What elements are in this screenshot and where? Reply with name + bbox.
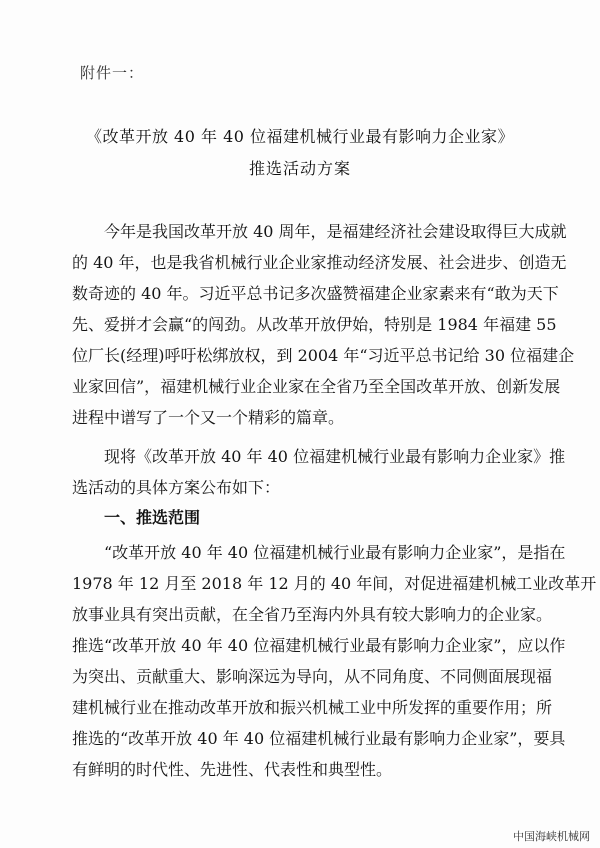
- text-line: 现将《改革开放 40 年 40 位福建机械行业最有影响力企业家》推: [104, 447, 566, 466]
- text-line: 位厂长(经理)呼吁松绑放权，到 2004 年“习近平总书记给 30 位福建企: [72, 346, 575, 365]
- text-line: 业家回信”，福建机械行业企业家在全省乃至全国改革开放、创新发展: [72, 377, 561, 396]
- text-line: 有鲜明的时代性、先进性、代表性和典型性。: [72, 760, 393, 779]
- attachment-label: 附件一：: [80, 64, 145, 82]
- text-line: 推选“改革开放 40 年 40 位福建机械行业最有影响力企业家”，应以作: [72, 636, 566, 655]
- text-line: 数奇迹的 40 年。习近平总书记多次盛赞福建企业家素来有“敢为天下: [72, 284, 559, 303]
- paragraph-intro: [72, 216, 575, 433]
- text-line: 的 40 年，也是我省机械行业企业家推动经济发展、社会进步、创造无: [72, 253, 567, 272]
- text-line: 进程中谱写了一个又一个精彩的篇章。: [72, 408, 345, 427]
- text-line: 1978 年 12 月至 2018 年 12 月的 40 年间，对促进福建机械工业改革开: [72, 574, 597, 593]
- text-line: “改革开放 40 年 40 位福建机械行业最有影响力企业家”，是指在: [104, 543, 566, 562]
- text-line: 选活动的具体方案公布如下：: [72, 478, 281, 497]
- text-line: 建机械行业在推动改革开放和振兴机械工业中所发挥的重要作用；所: [72, 698, 553, 717]
- paragraph-announcement: [72, 441, 566, 503]
- text-line: 推选的“改革开放 40 年 40 位福建机械行业最有影响力企业家”，要具: [72, 729, 566, 748]
- section-heading: 一、推选范围: [104, 508, 201, 527]
- text-line: 今年是我国改革开放 40 周年，是福建经济社会建设取得巨大成就: [104, 222, 567, 241]
- text-line: 先、爱拼才会赢“的闯劲。从改革开放伊始，特别是 1984 年福建 55: [72, 315, 557, 334]
- document-title: 《改革开放 40 年 40 位福建机械行业最有影响力企业家》: [85, 127, 515, 146]
- document-subtitle: 推选活动方案: [248, 159, 351, 178]
- text-line: 放事业具有突出贡献，在全省乃至海内外具有较大影响力的企业家。: [72, 605, 553, 624]
- watermark: 中国海峡机械网: [513, 830, 590, 843]
- text-line: 为突出、贡献重大、影响深远为导向，从不同角度、不同侧面展现福: [72, 667, 553, 686]
- paragraph-scope: [72, 537, 597, 785]
